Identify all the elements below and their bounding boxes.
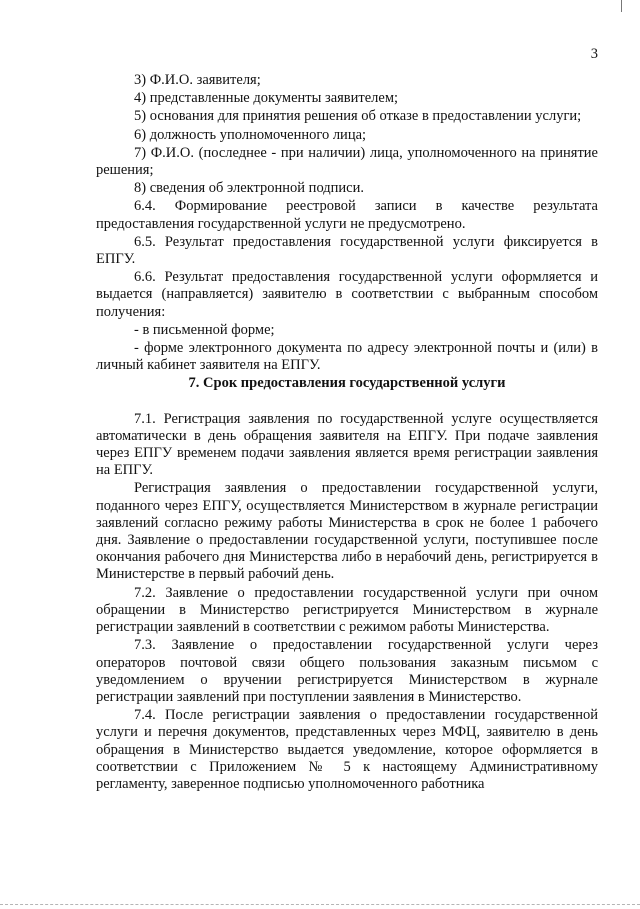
list-item-6: 6) должность уполномоченного лица;: [134, 126, 367, 143]
document-body: [96, 72, 598, 793]
delivery-option-electronic: - форме электронного документа по адресу электронной почты и (или) в личный кабинет заявителя на ЕПГУ.: [96, 340, 598, 374]
list-item-8: 8) сведения об электронной подписи.: [134, 180, 364, 197]
clause-7-3: 7.3. Заявление о предоставлении государственной услуги через операторов почтовой связи общего пользования заказным письмом с уведомлением о вручении регистрируется Министерством в журнале регистрации заявлений при поступлении заявления в Министерство.: [96, 637, 598, 705]
clause-7-1: 7.1. Регистрация заявления по государственной услуге осуществляется автоматически в день обращения заявителя на ЕПГУ. При подаче заявления через ЕПГУ временем подачи заявления является время регистрации заявления на ЕПГУ.: [96, 410, 598, 479]
clause-7-2: 7.2. Заявление о предоставлении государственной услуги при очном обращении в Министерство регистрируется Министерством в журнале регистрации заявлений в соответствии с режимом работы Министерства.: [96, 584, 598, 636]
clause-6-4: 6.4. Формирование реестровой записи в качестве результата предоставления государственной услуги не предусмотрено.: [96, 198, 598, 232]
list-item-3: 3) Ф.И.О. заявителя;: [134, 72, 261, 88]
clause-6-6: 6.6. Результат предоставления государственной услуги оформляется и выдается (направляется) заявителю в соответствии с выбранным способом получения:: [96, 269, 598, 320]
list-item-5: 5) основания для принятия решения об отказе в предоставлении услуги;: [134, 108, 582, 125]
delivery-option-paper: - в письменной форме;: [134, 321, 275, 338]
corner-mark: [621, 0, 622, 12]
bottom-scan-edge: [0, 904, 640, 905]
list-item-4: 4) представленные документы заявителем;: [134, 90, 399, 107]
clause-6-5: 6.5. Результат предоставления государственной услуги фиксируется в ЕПГУ.: [96, 233, 598, 268]
clause-7-4: 7.4. После регистрации заявления о предоставлении государственной услуги и перечня документов, представленных через МФЦ, заявителю в день обращения в Министерство выдается уведомление, которое оформляется в соответствии с Приложением № 5 к настоящему Административному регламенту, заверенное подписью уполномоченного работника: [96, 707, 598, 792]
clause-7-1-registration: Регистрация заявления о предоставлении государственной услуги, поданного через ЕПГУ, осуществляется Министерством в журнале регистрации заявлений согласно режиму работы Министерства в срок не более 1 рабочего дня. Заявление о предоставлении государственной услуги, поступившее после окончания рабочего дня Министерства либо в нерабочий день, регистрируется в Министерстве в первый рабочий день.: [96, 480, 598, 583]
section-heading: 7. Срок предоставления государственной услуги: [188, 375, 506, 392]
list-item-7: 7) Ф.И.О. (последнее - при наличии) лица, уполномоченного на принятие решения;: [96, 144, 598, 179]
page-number: 3: [590, 46, 598, 62]
